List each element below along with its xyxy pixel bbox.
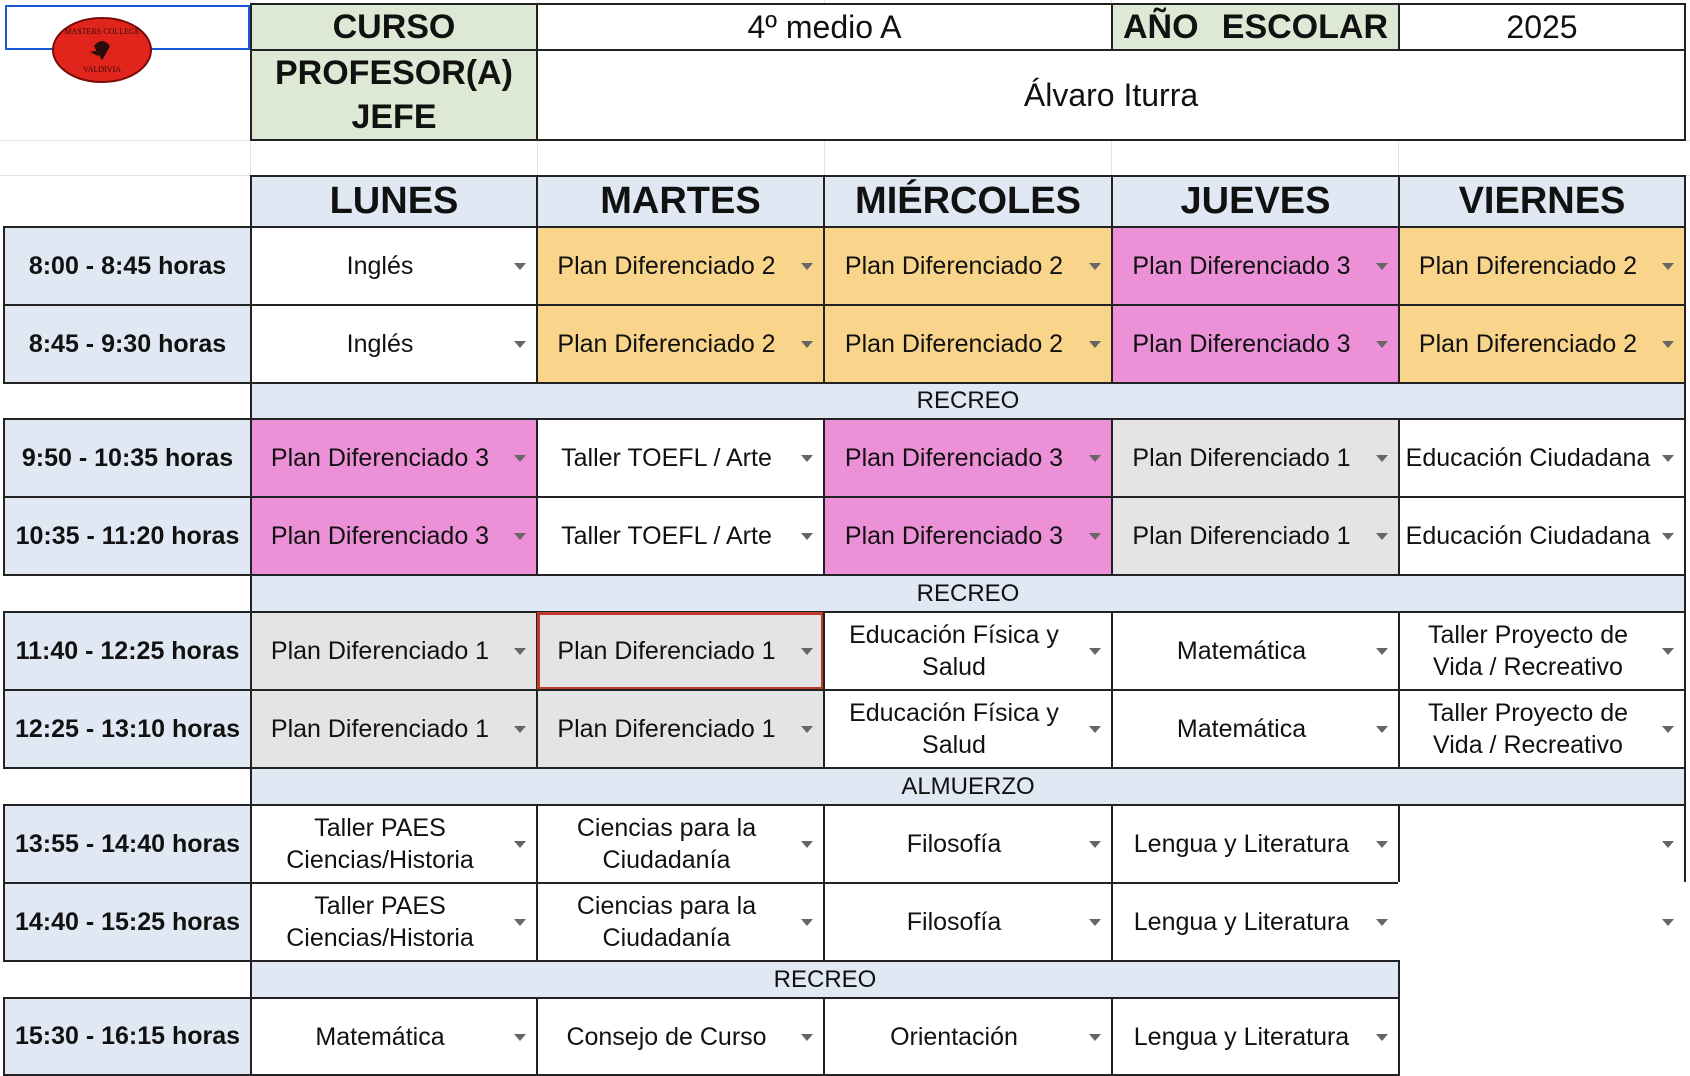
class-cell[interactable] <box>536 418 825 498</box>
dropdown-arrow-icon[interactable] <box>514 1034 526 1041</box>
dropdown-arrow-icon[interactable] <box>801 1034 813 1041</box>
dropdown-arrow-icon[interactable] <box>1089 455 1101 462</box>
class-label: Orientación <box>890 1022 1018 1051</box>
anio-label: AÑO <box>1123 7 1199 46</box>
class-cell[interactable] <box>250 804 538 884</box>
class-cell[interactable] <box>250 418 538 498</box>
curso-value[interactable]: 4º medio A <box>536 3 1113 51</box>
class-cell[interactable] <box>1111 689 1400 769</box>
class-label: Plan Diferenciado 2 <box>1418 330 1638 358</box>
time-slot: 8:00 - 8:45 horas <box>3 226 252 306</box>
class-label: Plan Diferenciado 1 <box>270 637 490 665</box>
class-label: Matemática <box>1176 715 1307 743</box>
dropdown-arrow-icon[interactable] <box>801 533 813 540</box>
class-cell[interactable] <box>1398 611 1686 691</box>
class-cell[interactable] <box>1111 997 1400 1076</box>
day-header-viernes: VIERNES <box>1398 175 1686 228</box>
class-cell[interactable] <box>823 882 1113 962</box>
class-cell[interactable] <box>1398 226 1686 306</box>
dropdown-arrow-icon[interactable] <box>514 533 526 540</box>
class-label: Ciencias para la Ciudadanía <box>576 892 757 952</box>
time-slot: 10:35 - 11:20 horas <box>3 496 252 576</box>
escolar-label: ESCOLAR <box>1221 7 1388 46</box>
class-cell[interactable] <box>536 804 825 884</box>
day-header-miercoles: MIÉRCOLES <box>823 175 1113 228</box>
class-label: Consejo de Curso <box>566 1022 767 1051</box>
class-cell[interactable] <box>536 496 825 576</box>
class-label: Taller TOEFL / Arte <box>561 444 772 472</box>
dropdown-arrow-icon[interactable] <box>801 263 813 270</box>
class-cell[interactable] <box>250 611 538 691</box>
class-cell[interactable] <box>1398 689 1686 769</box>
class-label: Matemática <box>315 1022 445 1051</box>
class-label: Plan Diferenciado 2 <box>557 252 776 280</box>
class-label: Plan Diferenciado 1 <box>270 715 490 743</box>
class-cell[interactable] <box>250 882 538 962</box>
class-cell[interactable] <box>1398 418 1686 498</box>
school-logo <box>50 16 154 84</box>
dropdown-arrow-icon[interactable] <box>1376 341 1388 348</box>
class-label: Educación Física y Salud <box>849 699 1059 759</box>
dropdown-arrow-icon[interactable] <box>1662 726 1674 733</box>
time-slot: 8:45 - 9:30 horas <box>3 304 252 384</box>
class-label: Plan Diferenciado 1 <box>1132 444 1351 472</box>
class-label: Taller Proyecto de Vida / Recreativo <box>1427 699 1629 759</box>
class-cell-empty[interactable] <box>1398 804 1686 884</box>
dropdown-arrow-icon[interactable] <box>1376 533 1388 540</box>
day-header-lunes: LUNES <box>250 175 538 228</box>
curso-label: CURSO <box>250 3 538 51</box>
break-band-recreo: RECREO <box>250 574 1686 613</box>
dropdown-arrow-icon[interactable] <box>514 919 526 926</box>
dropdown-arrow-icon[interactable] <box>1089 1034 1101 1041</box>
break-band-recreo: RECREO <box>250 960 1400 999</box>
class-label: Taller Proyecto de Vida / Recreativo <box>1427 621 1629 681</box>
profesor-label: PROFESOR(A) <box>275 54 513 92</box>
dropdown-arrow-icon[interactable] <box>1089 919 1101 926</box>
class-cell[interactable] <box>1398 496 1686 576</box>
class-cell-empty[interactable] <box>1398 882 1686 962</box>
class-cell[interactable] <box>250 689 538 769</box>
class-cell[interactable] <box>250 997 538 1076</box>
class-label: Plan Diferenciado 1 <box>557 637 776 665</box>
class-cell[interactable] <box>536 304 825 384</box>
dropdown-arrow-icon[interactable] <box>1376 841 1388 848</box>
time-slot: 14:40 - 15:25 horas <box>3 882 252 962</box>
class-cell[interactable] <box>823 418 1113 498</box>
class-cell[interactable] <box>1398 304 1686 384</box>
class-cell[interactable] <box>250 304 538 384</box>
class-label: Plan Diferenciado 2 <box>1418 252 1638 280</box>
dropdown-arrow-icon[interactable] <box>1662 648 1674 655</box>
time-slot: 13:55 - 14:40 horas <box>3 804 252 884</box>
dropdown-arrow-icon[interactable] <box>1376 1034 1388 1041</box>
dropdown-arrow-icon[interactable] <box>1662 455 1674 462</box>
class-label: Plan Diferenciado 3 <box>270 444 490 472</box>
dropdown-arrow-icon[interactable] <box>801 455 813 462</box>
class-label: Plan Diferenciado 2 <box>557 330 776 358</box>
day-header-jueves: JUEVES <box>1111 175 1400 228</box>
class-label: Plan Diferenciado 3 <box>1132 252 1351 280</box>
anio-escolar-label <box>1111 3 1400 51</box>
class-cell-selected[interactable] <box>536 611 825 691</box>
class-cell[interactable] <box>1111 882 1400 962</box>
dropdown-arrow-icon[interactable] <box>801 648 813 655</box>
class-label: Plan Diferenciado 3 <box>1132 330 1351 358</box>
class-cell[interactable] <box>1111 418 1400 498</box>
class-label: Inglés <box>346 330 414 358</box>
dropdown-arrow-icon[interactable] <box>801 341 813 348</box>
dropdown-arrow-icon[interactable] <box>1089 841 1101 848</box>
class-label: Plan Diferenciado 3 <box>844 522 1064 550</box>
class-cell[interactable] <box>1111 304 1400 384</box>
class-label: Educación Ciudadana <box>1405 522 1651 550</box>
break-band-almuerzo: ALMUERZO <box>250 767 1686 806</box>
logo-emblem <box>50 16 154 84</box>
dropdown-arrow-icon[interactable] <box>1089 648 1101 655</box>
dropdown-arrow-icon[interactable] <box>1376 648 1388 655</box>
dropdown-arrow-icon[interactable] <box>1089 726 1101 733</box>
class-label: Lengua y Literatura <box>1133 1022 1350 1051</box>
anio-value[interactable]: 2025 <box>1398 3 1686 51</box>
class-label: Plan Diferenciado 3 <box>844 444 1064 472</box>
class-cell[interactable] <box>823 689 1113 769</box>
class-cell[interactable] <box>536 997 825 1076</box>
profesor-value[interactable]: Álvaro Iturra <box>536 49 1686 141</box>
class-cell[interactable] <box>1111 611 1400 691</box>
dropdown-arrow-icon[interactable] <box>1662 841 1674 848</box>
dropdown-arrow-icon[interactable] <box>514 648 526 655</box>
time-slot: 15:30 - 16:15 horas <box>3 997 252 1076</box>
class-label: Plan Diferenciado 1 <box>557 715 776 743</box>
dropdown-arrow-icon[interactable] <box>514 455 526 462</box>
class-label: Plan Diferenciado 1 <box>1132 522 1351 550</box>
class-cell[interactable] <box>823 611 1113 691</box>
class-label: Educación Física y Salud <box>849 621 1059 681</box>
class-cell[interactable] <box>536 689 825 769</box>
class-label: Plan Diferenciado 2 <box>844 330 1064 358</box>
dropdown-arrow-icon[interactable] <box>1662 533 1674 540</box>
dropdown-arrow-icon[interactable] <box>1376 919 1388 926</box>
class-label: Plan Diferenciado 3 <box>270 522 490 550</box>
class-label: Lengua y Literatura <box>1133 908 1350 936</box>
class-cell[interactable] <box>823 997 1113 1076</box>
class-cell[interactable] <box>1111 226 1400 306</box>
class-label: Plan Diferenciado 2 <box>844 252 1064 280</box>
dropdown-arrow-icon[interactable] <box>801 919 813 926</box>
dropdown-arrow-icon[interactable] <box>1662 919 1674 926</box>
dropdown-arrow-icon[interactable] <box>801 841 813 848</box>
profesor-jefe-label <box>250 49 538 141</box>
jefe-label: JEFE <box>351 98 437 136</box>
class-label: Lengua y Literatura <box>1133 830 1350 858</box>
dropdown-arrow-icon[interactable] <box>1376 455 1388 462</box>
dropdown-arrow-icon[interactable] <box>514 726 526 733</box>
class-label: Matemática <box>1176 637 1307 665</box>
dropdown-arrow-icon[interactable] <box>514 341 526 348</box>
class-cell[interactable] <box>1111 804 1400 884</box>
dropdown-arrow-icon[interactable] <box>1089 263 1101 270</box>
dropdown-arrow-icon[interactable] <box>1089 341 1101 348</box>
dropdown-arrow-icon[interactable] <box>1089 533 1101 540</box>
class-label: Filosofía <box>906 830 1002 858</box>
class-cell[interactable] <box>823 226 1113 306</box>
break-band-recreo: RECREO <box>250 382 1686 420</box>
class-label: Educación Ciudadana <box>1405 444 1651 472</box>
time-slot: 12:25 - 13:10 horas <box>3 689 252 769</box>
class-label: Taller PAES Ciencias/Historia <box>286 814 474 874</box>
class-cell[interactable] <box>823 804 1113 884</box>
dropdown-arrow-icon[interactable] <box>1662 341 1674 348</box>
dropdown-arrow-icon[interactable] <box>514 841 526 848</box>
dropdown-arrow-icon[interactable] <box>1662 263 1674 270</box>
class-label: Taller TOEFL / Arte <box>561 522 772 550</box>
class-cell[interactable] <box>823 496 1113 576</box>
class-cell[interactable] <box>250 226 538 306</box>
logo-text-bottom: VALDIVIA <box>82 65 122 74</box>
class-label: Taller PAES Ciencias/Historia <box>286 892 474 952</box>
class-cell[interactable] <box>250 496 538 576</box>
class-label: Inglés <box>346 252 414 280</box>
dropdown-arrow-icon[interactable] <box>801 726 813 733</box>
time-slot: 11:40 - 12:25 horas <box>3 611 252 691</box>
time-slot: 9:50 - 10:35 horas <box>3 418 252 498</box>
class-cell[interactable] <box>1111 496 1400 576</box>
class-cell[interactable] <box>536 882 825 962</box>
dropdown-arrow-icon[interactable] <box>1376 263 1388 270</box>
class-cell[interactable] <box>536 226 825 306</box>
day-header-martes: MARTES <box>536 175 825 228</box>
class-cell[interactable] <box>823 304 1113 384</box>
dropdown-arrow-icon[interactable] <box>514 263 526 270</box>
class-label: Ciencias para la Ciudadanía <box>576 814 757 874</box>
class-label: Filosofía <box>906 908 1002 936</box>
logo-text-top: MASTERS COLLEGE <box>64 27 140 36</box>
dropdown-arrow-icon[interactable] <box>1376 726 1388 733</box>
